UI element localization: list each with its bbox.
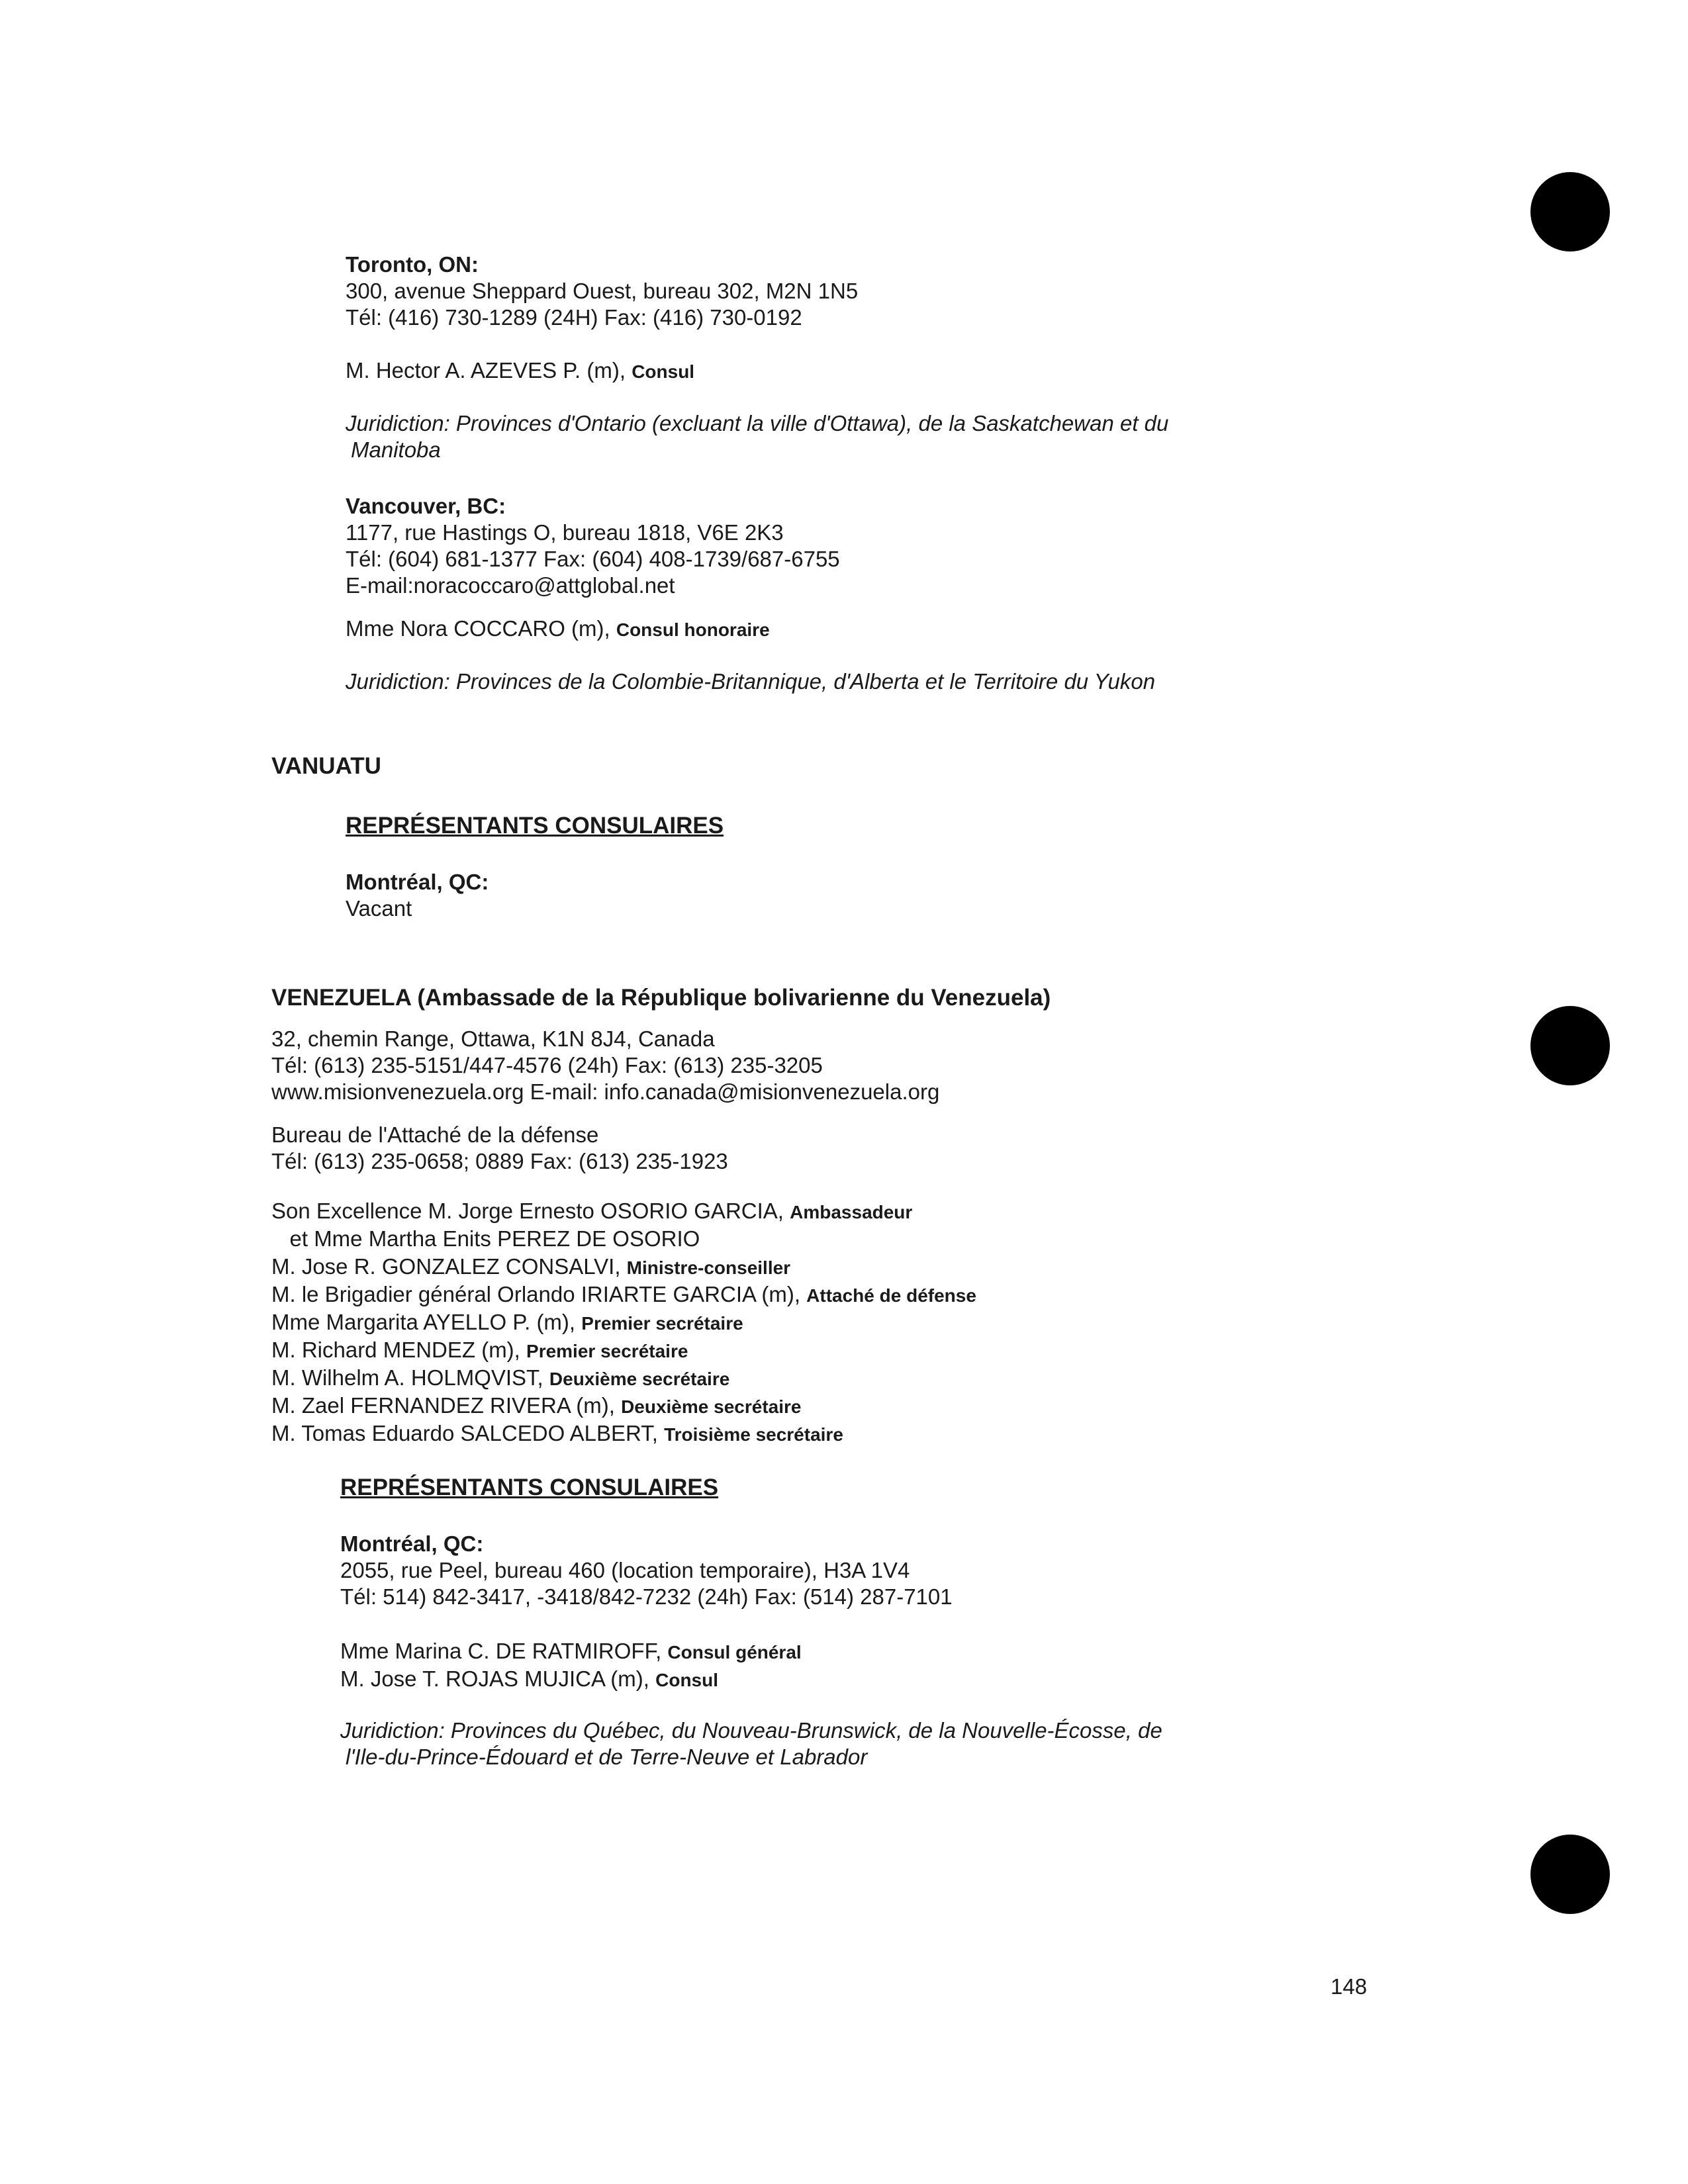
consular-person-row: Mme Marina C. DE RATMIROFF, Consul général [340, 1639, 802, 1663]
venezuela-consular-phone: Tél: 514) 842-3417, -3418/842-7232 (24h) Fax: (514) 287-7101 [340, 1584, 953, 1609]
vanuatu-country: VANUATU [271, 753, 381, 779]
toronto-consul [346, 357, 694, 385]
vancouver-consul-title: Consul honoraire [616, 619, 770, 640]
venezuela-jurisdiction-line-1: Juridiction: Provinces du Québec, du Nouveau-Brunswick, de la Nouvelle-Écosse, de [340, 1718, 1162, 1743]
toronto-heading: Toronto, ON: [346, 252, 479, 277]
vancouver-jurisdiction: Juridiction: Provinces de la Colombie-Britannique, d'Alberta et le Territoire du Yukon [346, 669, 1156, 694]
venezuela-staff-list [271, 1198, 976, 1448]
venezuela-consular-address: 2055, rue Peel, bureau 460 (location temporaire), H3A 1V4 [340, 1558, 910, 1582]
page-number: 148 [1331, 1974, 1368, 1999]
venezuela-phone: Tél: (613) 235-5151/447-4576 (24h) Fax: (613) 235-3205 [271, 1053, 823, 1077]
staff-row: M. Zael FERNANDEZ RIVERA (m), Deuxième secrétaire [271, 1393, 802, 1418]
venezuela-consular-persons [340, 1638, 802, 1694]
venezuela-consular-city: Montréal, QC: [340, 1531, 484, 1556]
staff-row: Mme Margarita AYELLO P. (m), Premier secrétaire [271, 1310, 743, 1334]
staff-row: M. le Brigadier général Orlando IRIARTE GARCIA (m), Attaché de défense [271, 1282, 976, 1306]
toronto-jurisdiction-line-1: Juridiction: Provinces d'Ontario (excluant la ville d'Ottawa), de la Saskatchewan et du [346, 411, 1169, 435]
venezuela-web-email: www.misionvenezuela.org E-mail: info.canada@misionvenezuela.org [271, 1079, 940, 1104]
vanuatu-montreal [346, 869, 489, 922]
staff-row: M. Wilhelm A. HOLMQVIST, Deuxième secrétaire [271, 1365, 730, 1390]
staff-row: et Mme Martha Enits PEREZ DE OSORIO [271, 1226, 700, 1251]
toronto-jurisdiction-line-2: Manitoba [351, 437, 441, 462]
attache-office-label: Bureau de l'Attaché de la défense [271, 1122, 599, 1147]
venezuela-address: 32, chemin Range, Ottawa, K1N 8J4, Canada [271, 1026, 715, 1051]
staff-row: M. Jose R. GONZALEZ CONSALVI, Ministre-conseiller [271, 1254, 791, 1279]
punch-hole-bottom [1530, 1835, 1610, 1914]
vancouver-email: E-mail:noracoccaro@attglobal.net [346, 573, 675, 598]
vancouver-section [346, 493, 840, 599]
venezuela-consular-section: REPRÉSENTANTS CONSULAIRES [340, 1475, 719, 1500]
vanuatu-consular-section: REPRÉSENTANTS CONSULAIRES [346, 813, 724, 839]
staff-row: M. Tomas Eduardo SALCEDO ALBERT, Troisième secrétaire [271, 1421, 843, 1445]
toronto-jurisdiction [346, 410, 1168, 463]
vancouver-phone: Tél: (604) 681-1377 Fax: (604) 408-1739/687-6755 [346, 547, 840, 571]
toronto-address: 300, avenue Sheppard Ouest, bureau 302, M2N 1N5 [346, 279, 859, 303]
vancouver-address: 1177, rue Hastings O, bureau 1818, V6E 2K3 [346, 520, 784, 545]
venezuela-jurisdiction [340, 1717, 1162, 1770]
toronto-section [346, 251, 858, 331]
consular-person-row: M. Jose T. ROJAS MUJICA (m), Consul [340, 1666, 719, 1691]
staff-row: Son Excellence M. Jorge Ernesto OSORIO GARCIA, Ambassadeur [271, 1199, 913, 1223]
vancouver-heading: Vancouver, BC: [346, 494, 506, 518]
vancouver-consul [346, 615, 770, 643]
venezuela-embassy-contact [271, 1026, 939, 1105]
vanuatu-status: Vacant [346, 896, 412, 921]
punch-hole-top [1530, 172, 1610, 251]
vancouver-consul-name: Mme Nora COCCARO (m), [346, 616, 616, 641]
venezuela-country: VENEZUELA (Ambassade de la République bolivarienne du Venezuela) [271, 985, 1051, 1011]
toronto-consul-name: M. Hector A. AZEVES P. (m), [346, 358, 632, 383]
punch-hole-middle [1530, 1006, 1610, 1085]
staff-row: M. Richard MENDEZ (m), Premier secrétaire [271, 1338, 688, 1362]
venezuela-montreal [340, 1531, 953, 1610]
venezuela-attache-office [271, 1122, 728, 1175]
vanuatu-city: Montréal, QC: [346, 870, 489, 894]
venezuela-jurisdiction-line-2: l'Ile-du-Prince-Édouard et de Terre-Neuve et Labrador [346, 1745, 868, 1769]
attache-office-phone: Tél: (613) 235-0658; 0889 Fax: (613) 235-1923 [271, 1149, 728, 1173]
toronto-phone: Tél: (416) 730-1289 (24H) Fax: (416) 730-0192 [346, 305, 802, 330]
toronto-consul-title: Consul [632, 361, 695, 382]
